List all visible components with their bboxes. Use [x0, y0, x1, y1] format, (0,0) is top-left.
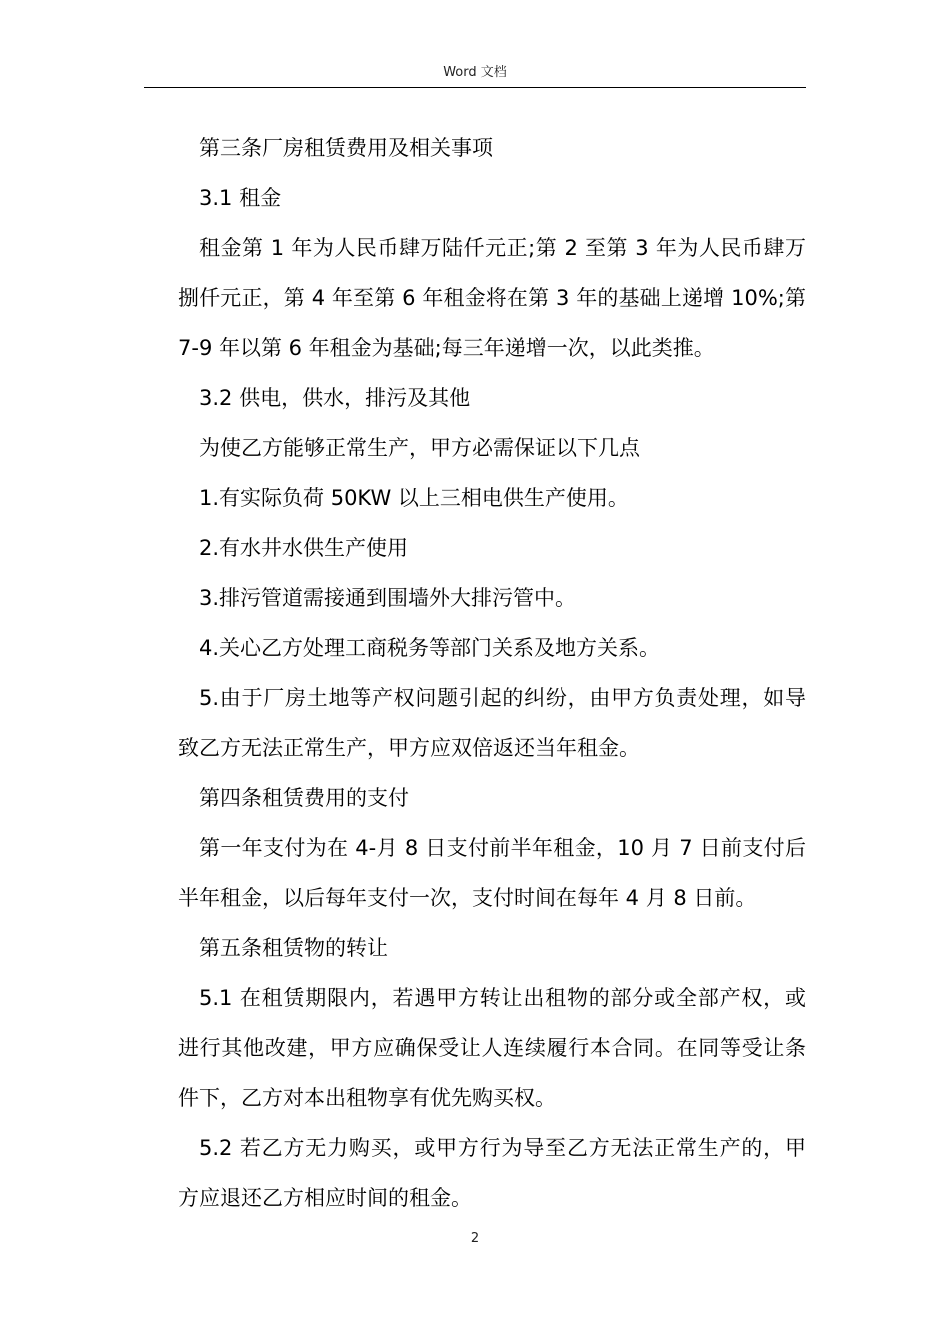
paragraph-guarantee-intro: 为使乙方能够正常生产，甲方必需保证以下几点: [199, 436, 640, 460]
section-heading-5: 第五条租赁物的转让: [199, 936, 388, 960]
subheading-3-1: 3.1 租金: [199, 186, 282, 210]
list-item-3: 3.排污管道需接通到围墙外大排污管中。: [199, 586, 577, 610]
list-item-4: 4.关心乙方处理工商税务等部门关系及地方关系。: [199, 636, 661, 660]
subheading-3-2: 3.2 供电，供水，排污及其他: [199, 386, 471, 410]
section-heading-3: 第三条厂房租赁费用及相关事项: [199, 136, 493, 160]
header-rule: [144, 87, 806, 88]
document-body: [178, 123, 806, 1223]
list-item-2: 2.有水井水供生产使用: [199, 536, 409, 560]
list-item-1: 1.有实际负荷 50KW 以上三相电供生产使用。: [199, 486, 629, 510]
list-item-5: 5.由于厂房土地等产权问题引起的纠纷，由甲方负责处理，如导致乙方无法正常生产，甲方应双倍返还当年租金。: [178, 686, 806, 760]
paragraph-5-2: 5.2 若乙方无力购买，或甲方行为导至乙方无法正常生产的，甲方应退还乙方相应时间的租金。: [178, 1136, 806, 1210]
section-heading-4: 第四条租赁费用的支付: [199, 786, 409, 810]
page-number: 2: [470, 1231, 480, 1246]
paragraph-payment: 第一年支付为在 4-月 8 日支付前半年租金，10 月 7 日前支付后半年租金，以后每年支付一次，支付时间在每年 4 月 8 日前。: [178, 836, 806, 910]
header-label: Word 文档: [443, 65, 507, 80]
paragraph-5-1: 5.1 在租赁期限内，若遇甲方转让出租物的部分或全部产权，或进行其他改建，甲方应确保受让人连续履行本合同。在同等受让条件下，乙方对本出租物享有优先购买权。: [178, 986, 806, 1110]
paragraph-rent-terms: 租金第 1 年为人民币肆万陆仟元正;第 2 至第 3 年为人民币肆万捌仟元正，第 4 年至第 6 年租金将在第 3 年的基础上递增 10%;第 7-9 年以第 6 年租金为基础;每三年递增一次，以此类推。: [178, 236, 806, 360]
